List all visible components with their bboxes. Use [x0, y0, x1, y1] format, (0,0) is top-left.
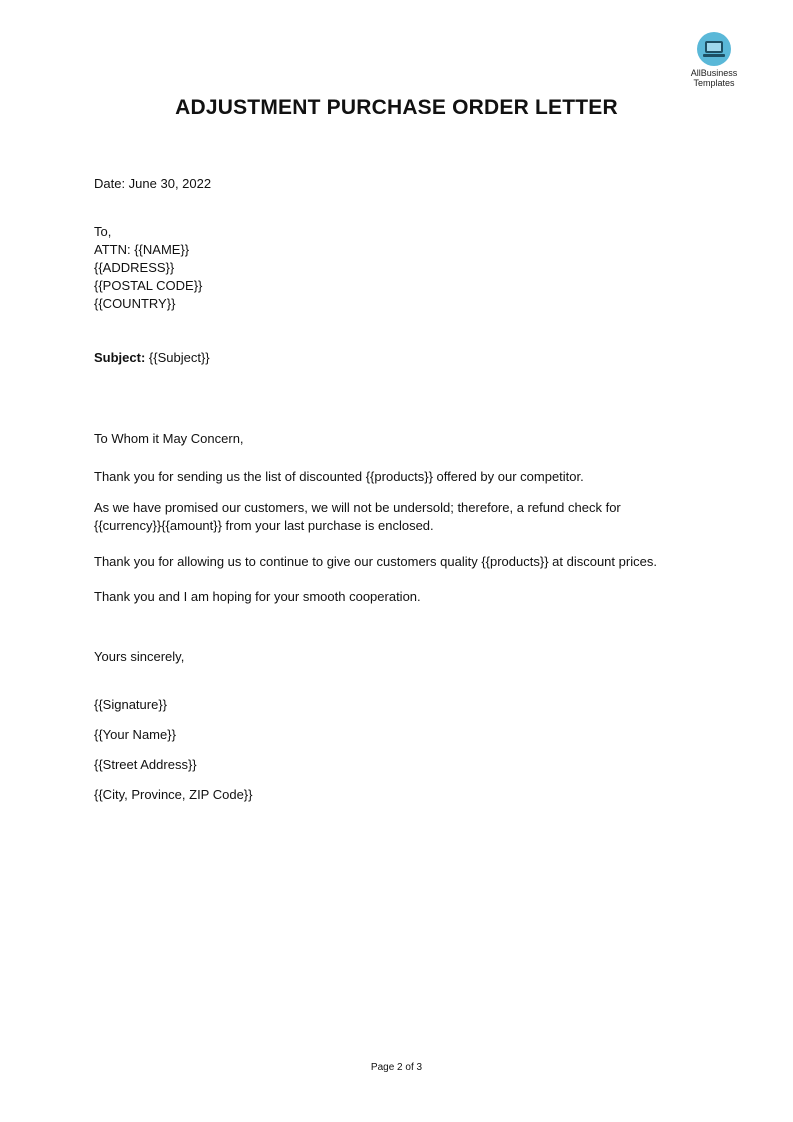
subject-line — [94, 349, 210, 367]
body-paragraph-1: Thank you for sending us the list of discounted {{products}} offered by our competitor. — [94, 469, 584, 484]
body-paragraph-2-line-2: {{currency}}{{amount}} from your last purchase is enclosed. — [94, 518, 434, 533]
recipient-attn: ATTN: {{NAME}} — [94, 242, 190, 257]
closing: Yours sincerely, — [94, 649, 185, 664]
body-paragraph-4: Thank you and I am hoping for your smooth cooperation. — [94, 589, 421, 604]
page-number: Page 2 of 3 — [370, 1062, 423, 1073]
recipient-postal-code: {{POSTAL CODE}} — [94, 278, 203, 293]
body-paragraph-3: Thank you for allowing us to continue to give our customers quality {{products}} at discount prices. — [94, 554, 657, 569]
laptop-icon — [697, 32, 731, 66]
letter-date: Date: June 30, 2022 — [94, 176, 212, 191]
body-paragraph-2-line-1: As we have promised our customers, we will not be undersold; therefore, a refund check for — [94, 500, 621, 515]
signature: {{Signature}} — [94, 697, 168, 712]
recipient-to: To, — [94, 224, 112, 239]
salutation: To Whom it May Concern, — [94, 431, 244, 446]
logo-text-line2: Templates — [693, 78, 735, 88]
sender-name: {{Your Name}} — [94, 727, 176, 742]
document-title: ADJUSTMENT PURCHASE ORDER LETTER — [175, 96, 618, 119]
logo-text-line1: AllBusiness — [690, 68, 738, 78]
recipient-address: {{ADDRESS}} — [94, 260, 175, 275]
sender-street-address: {{Street Address}} — [94, 757, 197, 772]
sender-city-line: {{City, Province, ZIP Code}} — [94, 787, 253, 802]
subject-value: {{Subject}} — [148, 350, 210, 365]
subject-label: Subject: — [94, 350, 146, 365]
allbusiness-logo — [684, 32, 744, 88]
recipient-country: {{COUNTRY}} — [94, 296, 176, 311]
